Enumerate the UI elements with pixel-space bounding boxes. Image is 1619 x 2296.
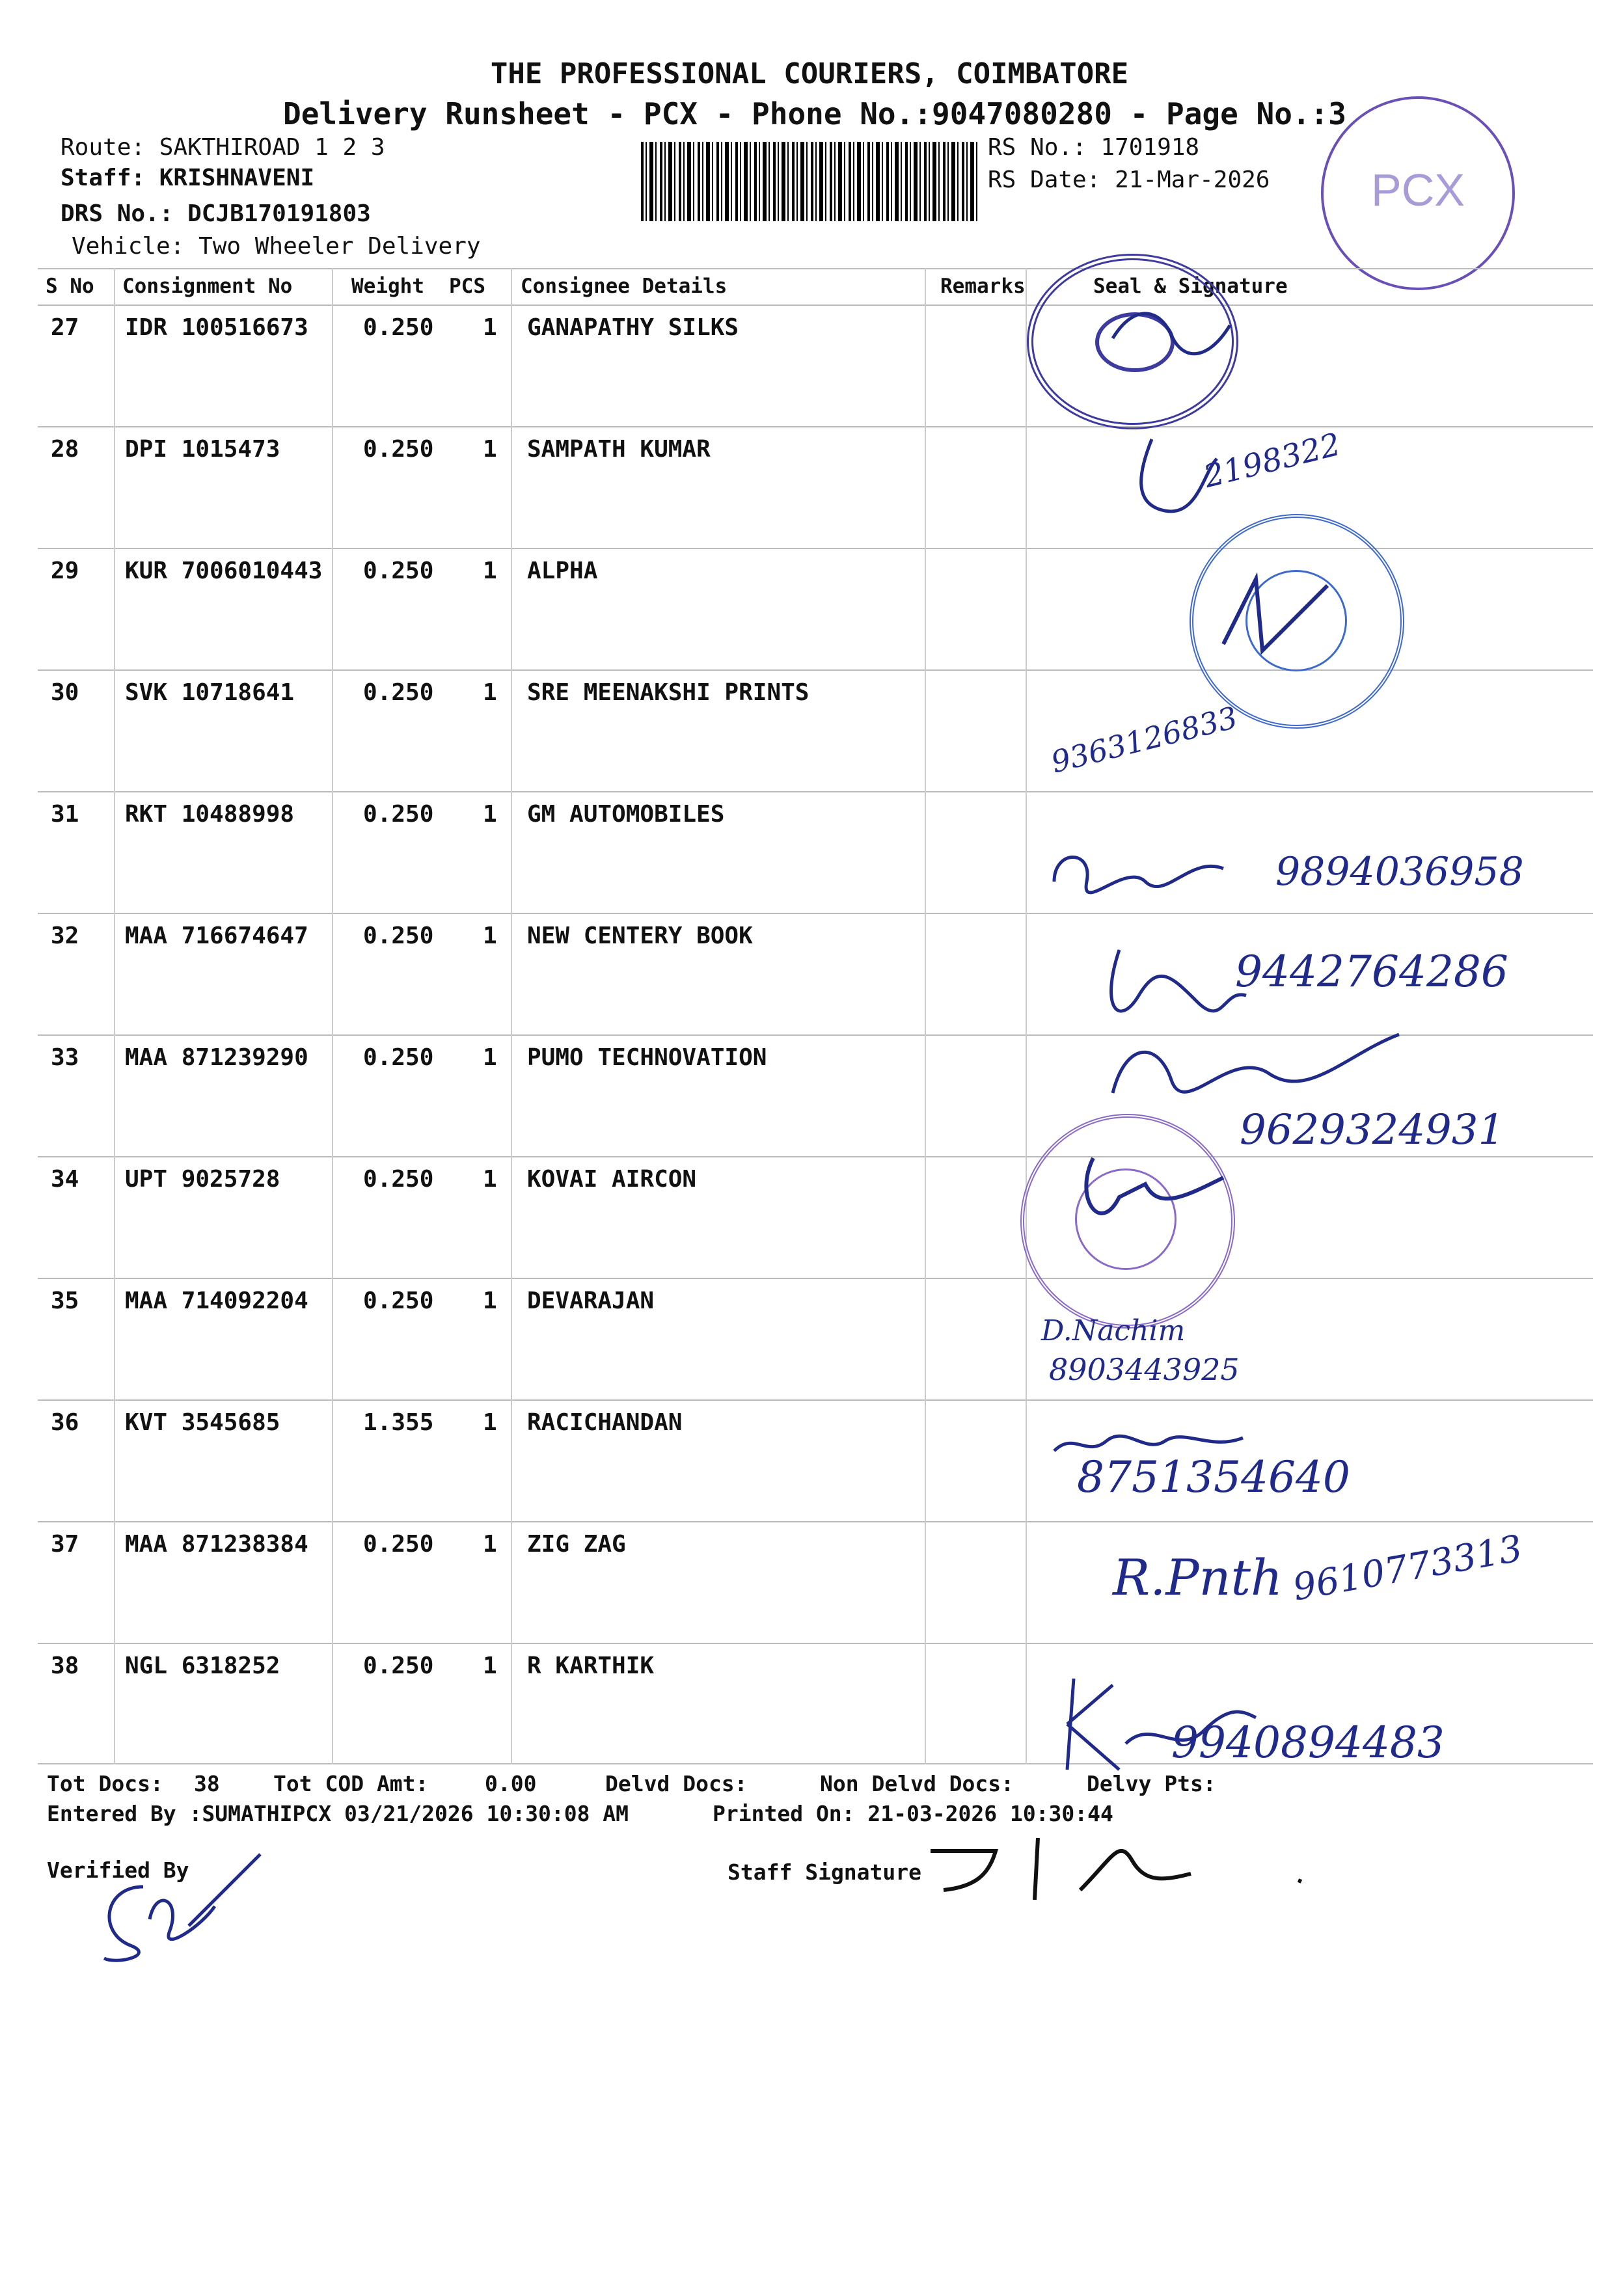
col-remarks: Remarks (940, 275, 1026, 298)
row-sno: 37 (51, 1531, 79, 1558)
handwritten-phone: 2198322 (1200, 425, 1344, 496)
row-sno: 29 (51, 558, 79, 584)
signature-ink (1048, 843, 1230, 904)
row-weight: 0.250 (363, 1653, 434, 1679)
row-consignee: GANAPATHY SILKS (527, 314, 739, 341)
printed-on-text: Printed On: 21-03-2026 10:30:44 (713, 1801, 1113, 1826)
row-pcs: 1 (483, 1166, 497, 1193)
non-delvd-docs-label: Non Delvd Docs: (820, 1771, 1014, 1796)
row-weight: 0.250 (363, 923, 434, 949)
delvy-pts-label: Delvy Pts: (1087, 1771, 1216, 1796)
row-consignee: SAMPATH KUMAR (527, 436, 711, 463)
row-weight: 0.250 (363, 1531, 434, 1558)
barcode (641, 142, 979, 221)
row-consignment: MAA 714092204 (125, 1288, 308, 1314)
row-sno: 30 (51, 679, 79, 706)
row-consignee: ZIG ZAG (527, 1531, 626, 1558)
signature-ink (1217, 573, 1334, 670)
row-sno: 28 (51, 436, 79, 463)
verified-signature-ink (91, 1848, 273, 1971)
row-consignee: R KARTHIK (527, 1653, 655, 1679)
col-sno: S No (46, 275, 94, 298)
company-title: THE PROFESSIONAL COURIERS, COIMBATORE (490, 57, 1129, 90)
handwritten-name: R.Pnth (1113, 1548, 1283, 1606)
row-pcs: 1 (483, 923, 497, 949)
row-pcs: 1 (483, 1653, 497, 1679)
handwritten-phone: 9610773313 (1290, 1527, 1526, 1610)
row-sno: 31 (51, 801, 79, 828)
row-weight: 0.250 (363, 1166, 434, 1193)
col-weight: Weight (351, 275, 424, 298)
staff-text: Staff: KRISHNAVENI (61, 165, 315, 191)
row-consignment: KVT 3545685 (125, 1409, 280, 1436)
row-pcs: 1 (483, 558, 497, 584)
row-weight: 0.250 (363, 436, 434, 463)
row-consignment: MAA 716674647 (125, 923, 308, 949)
row-weight: 0.250 (363, 801, 434, 828)
col-consignee: Consignee Details (521, 275, 728, 298)
row-pcs: 1 (483, 436, 497, 463)
handwritten-phone: 9940894483 (1171, 1718, 1445, 1768)
tot-docs-value: 38 (194, 1771, 220, 1796)
verified-by-label: Verified By (47, 1857, 189, 1883)
row-pcs: 1 (483, 1044, 497, 1071)
row-consignment: KUR 7006010443 (125, 558, 323, 584)
signature-ink (1100, 1028, 1412, 1119)
handwritten-phone: 8903443925 (1049, 1352, 1240, 1387)
row-pcs: 1 (483, 679, 497, 706)
route-text: Route: SAKTHIROAD 1 2 3 (61, 134, 385, 161)
staff-signature-ink (924, 1835, 1314, 1906)
pcx-stamp (1321, 96, 1515, 290)
rs-no-text: RS No.: 1701918 (988, 134, 1200, 161)
row-weight: 1.355 (363, 1409, 434, 1436)
signature-ink (1061, 1145, 1230, 1243)
row-pcs: 1 (483, 1288, 497, 1314)
tot-cod-value: 0.00 (485, 1771, 537, 1796)
col-pcs: PCS (449, 275, 485, 298)
rs-date-text: RS Date: 21-Mar-2026 (988, 167, 1270, 193)
tot-docs-label: Tot Docs: (47, 1771, 163, 1796)
row-consignee: PUMO TECHNOVATION (527, 1044, 767, 1071)
row-sno: 34 (51, 1166, 79, 1193)
vehicle-text: Vehicle: Two Wheeler Delivery (72, 233, 481, 260)
row-consignment: UPT 9025728 (125, 1166, 280, 1193)
staff-signature-label: Staff Signature (728, 1859, 922, 1885)
entered-by-text: Entered By :SUMATHIPCX 03/21/2026 10:30:08 AM (47, 1801, 629, 1826)
row-consignee: GM AUTOMOBILES (527, 801, 725, 828)
row-consignment: RKT 10488998 (125, 801, 295, 828)
row-weight: 0.250 (363, 679, 434, 706)
row-consignee: NEW CENTERY BOOK (527, 923, 753, 949)
row-consignment: SVK 10718641 (125, 679, 295, 706)
row-consignment: DPI 1015473 (125, 436, 280, 463)
row-weight: 0.250 (363, 314, 434, 341)
tot-cod-label: Tot COD Amt: (273, 1771, 429, 1796)
row-consignment: IDR 100516673 (125, 314, 308, 341)
row-weight: 0.250 (363, 1044, 434, 1071)
handwritten-phone: 9442764286 (1235, 947, 1508, 997)
row-consignment: MAA 871238384 (125, 1531, 308, 1558)
delvd-docs-label: Delvd Docs: (605, 1771, 748, 1796)
row-pcs: 1 (483, 314, 497, 341)
row-consignee: KOVAI AIRCON (527, 1166, 697, 1193)
row-pcs: 1 (483, 801, 497, 828)
row-consignment: NGL 6318252 (125, 1653, 280, 1679)
col-seal-signature: Seal & Signature (1093, 275, 1288, 298)
handwritten-name: D.Nachim (1041, 1314, 1186, 1347)
handwritten-phone: 9629324931 (1240, 1106, 1505, 1154)
row-weight: 0.250 (363, 1288, 434, 1314)
row-sno: 32 (51, 923, 79, 949)
row-sno: 38 (51, 1653, 79, 1679)
row-weight: 0.250 (363, 558, 434, 584)
row-consignment: MAA 871239290 (125, 1044, 308, 1071)
signature-ink (1093, 937, 1249, 1034)
row-consignee: ALPHA (527, 558, 598, 584)
row-sno: 36 (51, 1409, 79, 1436)
row-sno: 33 (51, 1044, 79, 1071)
row-consignee: RACICHANDAN (527, 1409, 683, 1436)
row-pcs: 1 (483, 1409, 497, 1436)
row-sno: 27 (51, 314, 79, 341)
signature-ink (1106, 299, 1236, 371)
handwritten-phone: 8751354640 (1077, 1452, 1350, 1502)
handwritten-phone: 9894036958 (1275, 849, 1524, 895)
row-sno: 35 (51, 1288, 79, 1314)
row-consignee: DEVARAJAN (527, 1288, 655, 1314)
drs-text: DRS No.: DCJB170191803 (61, 200, 371, 227)
runsheet-subtitle: Delivery Runsheet - PCX - Phone No.:9047080280 - Page No.:3 (283, 96, 1346, 131)
handwritten-phone: 9363126833 (1047, 699, 1241, 780)
row-pcs: 1 (483, 1531, 497, 1558)
row-consignee: SRE MEENAKSHI PRINTS (527, 679, 810, 706)
pcx-stamp-text: PCX (1371, 165, 1465, 215)
col-consignment: Consignment No (122, 275, 293, 298)
